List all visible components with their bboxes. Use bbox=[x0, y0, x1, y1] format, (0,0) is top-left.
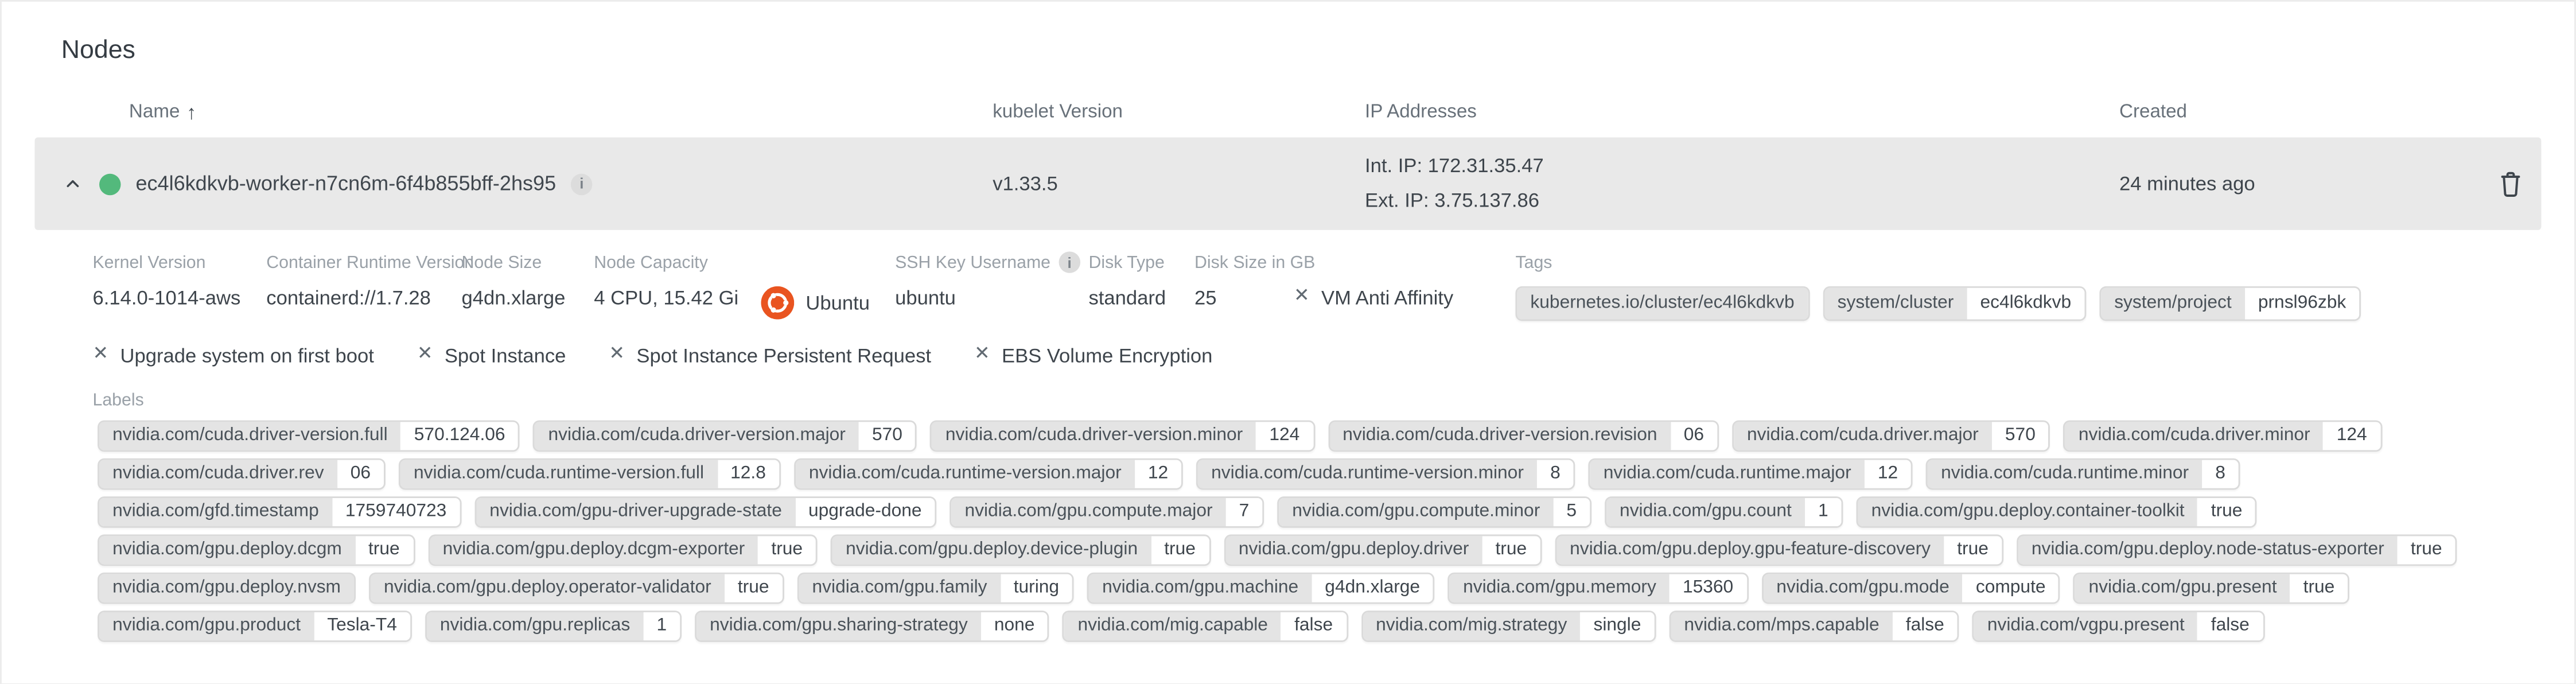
kv-chip-key: nvidia.com/gfd.timestamp bbox=[99, 498, 332, 526]
kv-chip-key: nvidia.com/gpu.deploy.operator-validator bbox=[371, 574, 725, 603]
labels-label: Labels bbox=[92, 390, 144, 411]
collapse-chevron-icon[interactable] bbox=[61, 172, 84, 195]
label-row bbox=[98, 496, 2541, 528]
kv-chip bbox=[98, 458, 386, 490]
kv-chip-value: none bbox=[981, 612, 1048, 640]
kv-chip-key: nvidia.com/gpu.present bbox=[2075, 574, 2290, 603]
kv-chip-value: 12 bbox=[1135, 460, 1181, 488]
kv-chip bbox=[1823, 286, 2086, 321]
kv-chip-value: true bbox=[2198, 498, 2256, 526]
kv-chip bbox=[1328, 420, 1719, 452]
kv-chip-key: nvidia.com/cuda.driver.major bbox=[1734, 422, 1992, 450]
kv-chip-value: true bbox=[1151, 536, 1209, 564]
kv-chip-value: 570 bbox=[1992, 422, 2049, 450]
kv-chip-key: nvidia.com/cuda.driver.minor bbox=[2065, 422, 2324, 450]
kv-chip-value: upgrade-done bbox=[795, 498, 935, 526]
kv-chip-value: g4dn.xlarge bbox=[1312, 574, 1433, 603]
kv-chip-key: nvidia.com/cuda.runtime-version.minor bbox=[1198, 460, 1537, 488]
kv-chip-value: 8 bbox=[1537, 460, 1574, 488]
kv-chip bbox=[425, 611, 682, 642]
kv-chip-value: 06 bbox=[337, 460, 384, 488]
kv-chip bbox=[474, 496, 936, 528]
kv-chip-key: nvidia.com/cuda.driver-version.revision bbox=[1329, 422, 1670, 450]
kv-chip bbox=[98, 534, 414, 566]
x-mark-icon: ✕ bbox=[609, 344, 625, 365]
kv-chip bbox=[950, 496, 1264, 528]
kv-chip-value: false bbox=[1281, 612, 1346, 640]
kv-chip-key: nvidia.com/cuda.driver-version.major bbox=[535, 422, 858, 450]
kv-chip bbox=[2074, 573, 2350, 604]
kv-chip-value: true bbox=[725, 574, 783, 603]
node-row[interactable] bbox=[35, 137, 2542, 230]
kv-chip-key: nvidia.com/cuda.runtime.minor bbox=[1928, 460, 2202, 488]
field-kernel-version: Kernel Version 6.14.0-1014-aws bbox=[92, 252, 241, 310]
labels-list bbox=[98, 420, 2541, 642]
kv-chip-value: 570 bbox=[859, 422, 916, 450]
column-header-name[interactable]: Name ↑ bbox=[129, 100, 197, 125]
kv-chip-key: nvidia.com/gpu.memory bbox=[1450, 574, 1670, 603]
kv-chip bbox=[1361, 611, 1656, 642]
kv-chip-value: ec4l6kdkvb bbox=[1967, 288, 2084, 320]
field-disk-type: Disk Type standard bbox=[1088, 252, 1166, 310]
node-info-icon[interactable]: i bbox=[571, 173, 592, 194]
kv-chip bbox=[1196, 458, 1575, 490]
kv-chip-value: 7 bbox=[1226, 498, 1263, 526]
field-node-size: Node Size g4dn.xlarge bbox=[461, 252, 566, 310]
kv-chip-value: 5 bbox=[1553, 498, 1590, 526]
os-name: Ubuntu bbox=[806, 291, 870, 314]
x-mark-icon: ✕ bbox=[974, 344, 990, 365]
kv-chip bbox=[1063, 611, 1348, 642]
kv-chip-key: nvidia.com/gpu.compute.minor bbox=[1279, 498, 1553, 526]
node-details-panel bbox=[2, 230, 2574, 642]
kv-chip-key: nvidia.com/mig.strategy bbox=[1363, 612, 1580, 640]
kv-chip bbox=[1732, 420, 2050, 452]
kv-chip bbox=[1224, 534, 1542, 566]
field-tags: Tags kubernetes.io/cluster/ec4l6kdkvb system/cluster ec4l6kdkvb system/project prnsl96zbk bbox=[1515, 251, 2541, 321]
kv-chip bbox=[2017, 534, 2457, 566]
kv-chip-value: true bbox=[2290, 574, 2348, 603]
node-kubelet-version: v1.33.5 bbox=[993, 172, 1058, 196]
kv-chip-value: compute bbox=[1963, 574, 2059, 603]
kv-chip-key: nvidia.com/cuda.runtime.major bbox=[1590, 460, 1865, 488]
kv-chip bbox=[794, 458, 1183, 490]
kv-chip-key: nvidia.com/cuda.driver-version.minor bbox=[932, 422, 1256, 450]
kv-chip-key: nvidia.com/mig.capable bbox=[1064, 612, 1281, 640]
node-name: ec4l6kdkvb-worker-n7cn6m-6f4b855bff-2hs95 bbox=[135, 172, 557, 196]
kv-chip-key: nvidia.com/gpu.machine bbox=[1089, 574, 1312, 603]
label-row bbox=[98, 534, 2541, 566]
node-external-ip: Ext. IP: 3.75.137.86 bbox=[1365, 188, 1540, 212]
kv-chip bbox=[831, 534, 1211, 566]
kv-chip bbox=[98, 573, 356, 604]
kv-chip bbox=[399, 458, 781, 490]
kv-chip-key: nvidia.com/gpu.family bbox=[799, 574, 1000, 603]
label-row bbox=[98, 611, 2541, 642]
kv-chip-value: 1 bbox=[643, 612, 680, 640]
kv-chip bbox=[797, 573, 1074, 604]
flag-item: ✕ Spot Instance Persistent Request bbox=[609, 344, 932, 368]
kv-chip-value: single bbox=[1580, 612, 1654, 640]
kv-chip-key: nvidia.com/gpu.deploy.container-toolkit bbox=[1858, 498, 2198, 526]
column-header-created: Created bbox=[2119, 102, 2188, 123]
kv-chip-key: nvidia.com/mps.capable bbox=[1671, 612, 1892, 640]
kv-chip-key: nvidia.com/gpu.deploy.nvsm bbox=[99, 574, 354, 603]
kv-chip-value: turing bbox=[1001, 574, 1073, 603]
kv-chip-value: 124 bbox=[2324, 422, 2380, 450]
kv-chip-key: nvidia.com/cuda.driver-version.full bbox=[99, 422, 401, 450]
node-created: 24 minutes ago bbox=[2119, 172, 2255, 196]
kv-chip-value: prnsl96zbk bbox=[2245, 288, 2360, 320]
kv-chip bbox=[534, 420, 917, 452]
kv-chip bbox=[1277, 496, 1591, 528]
kv-chip-value: true bbox=[355, 536, 413, 564]
kv-chip-key: nvidia.com/gpu.deploy.device-plugin bbox=[832, 536, 1151, 564]
delete-node-button[interactable] bbox=[2495, 166, 2527, 201]
kv-chip-key: nvidia.com/gpu.count bbox=[1606, 498, 1805, 526]
kv-chip-value: 06 bbox=[1671, 422, 1717, 450]
kv-chip-key: nvidia.com/gpu.deploy.gpu-feature-discovery bbox=[1557, 536, 1944, 564]
x-mark-icon: ✕ bbox=[1294, 286, 1310, 307]
sort-ascending-icon: ↑ bbox=[186, 100, 197, 125]
kv-chip bbox=[1589, 458, 1913, 490]
kv-chip-value: 12.8 bbox=[717, 460, 779, 488]
kv-chip-value: true bbox=[1944, 536, 2002, 564]
kv-chip bbox=[369, 573, 784, 604]
kv-chip-key: nvidia.com/gpu.mode bbox=[1763, 574, 1963, 603]
kv-chip-key: nvidia.com/cuda.runtime-version.major bbox=[796, 460, 1135, 488]
kv-chip bbox=[931, 420, 1314, 452]
kv-chip-key: nvidia.com/vgpu.present bbox=[1974, 612, 2198, 640]
kv-chip bbox=[1669, 611, 1959, 642]
kv-chip-key: nvidia.com/gpu-driver-upgrade-state bbox=[476, 498, 795, 526]
kv-chip-value: false bbox=[1893, 612, 1958, 640]
kv-chip bbox=[1857, 496, 2258, 528]
field-container-runtime-version: Container Runtime Version containerd://1.7.28 bbox=[266, 252, 474, 310]
kv-chip-value: true bbox=[1482, 536, 1540, 564]
kv-chip bbox=[1761, 573, 2060, 604]
kv-chip-key: nvidia.com/gpu.deploy.dcgm-exporter bbox=[430, 536, 758, 564]
node-details-fields bbox=[92, 251, 2541, 321]
kv-chip-key: nvidia.com/gpu.deploy.driver bbox=[1225, 536, 1482, 564]
label-row bbox=[98, 573, 2541, 604]
x-mark-icon: ✕ bbox=[92, 344, 109, 365]
kv-chip bbox=[98, 420, 520, 452]
field-ssh-key-username: SSH Key Username i ubuntu bbox=[895, 251, 1088, 309]
kv-chip-key: nvidia.com/gpu.deploy.node-status-exporter bbox=[2018, 536, 2398, 564]
kv-chip-key: nvidia.com/gpu.compute.major bbox=[951, 498, 1225, 526]
flag-item: ✕ Upgrade system on first boot bbox=[92, 344, 374, 368]
kv-chip bbox=[1087, 573, 1435, 604]
kv-chip-key: nvidia.com/cuda.driver.rev bbox=[99, 460, 337, 488]
kv-chip bbox=[428, 534, 818, 566]
table-header bbox=[35, 88, 2542, 138]
flags-row bbox=[92, 344, 2541, 367]
kv-chip bbox=[1555, 534, 2003, 566]
node-status-healthy-icon bbox=[99, 173, 120, 194]
kv-chip-key: nvidia.com/gpu.replicas bbox=[427, 612, 644, 640]
kv-chip bbox=[1972, 611, 2264, 642]
label-row bbox=[98, 458, 2541, 490]
flag-item: ✕ EBS Volume Encryption bbox=[974, 344, 1213, 368]
kv-chip bbox=[98, 611, 412, 642]
kv-chip-key: nvidia.com/cuda.runtime-version.full bbox=[400, 460, 717, 488]
kv-chip-value: 12 bbox=[1865, 460, 1911, 488]
kv-chip-value: 1759740723 bbox=[332, 498, 460, 526]
kv-chip-key: nvidia.com/gpu.product bbox=[99, 612, 314, 640]
ubuntu-logo-icon bbox=[761, 286, 795, 320]
kv-chip-value: 1 bbox=[1805, 498, 1842, 526]
ssh-info-icon[interactable]: i bbox=[1059, 251, 1080, 273]
kv-chip bbox=[1448, 573, 1748, 604]
kv-chip-value: true bbox=[758, 536, 816, 564]
kv-chip bbox=[695, 611, 1049, 642]
kv-chip-value: 8 bbox=[2202, 460, 2239, 488]
kv-chip bbox=[1926, 458, 2240, 490]
kv-chip-value: 124 bbox=[1256, 422, 1313, 450]
kv-chip bbox=[98, 496, 461, 528]
kv-chip-key: system/cluster bbox=[1824, 288, 1967, 320]
page-title: Nodes bbox=[61, 36, 135, 65]
node-internal-ip: Int. IP: 172.31.35.47 bbox=[1365, 154, 1544, 177]
field-disk-size: Disk Size in GB 25 bbox=[1194, 252, 1316, 310]
field-operating-system bbox=[761, 251, 896, 319]
kv-chip-key: kubernetes.io/cluster/ec4l6kdkvb bbox=[1517, 288, 1807, 320]
column-header-kubelet-version: kubelet Version bbox=[993, 102, 1123, 123]
vm-anti-affinity-flag: ✕ VM Anti Affinity bbox=[1294, 286, 1454, 310]
kv-chip-key: nvidia.com/gpu.sharing-strategy bbox=[696, 612, 981, 640]
kv-chip-key: system/project bbox=[2101, 288, 2245, 320]
tags-list bbox=[1515, 286, 2541, 321]
x-mark-icon: ✕ bbox=[417, 344, 433, 365]
flag-item: ✕ Spot Instance bbox=[417, 344, 566, 368]
nodes-table bbox=[35, 88, 2542, 230]
field-node-capacity: Node Capacity 4 CPU, 15.42 Gi bbox=[594, 252, 739, 310]
kv-chip-key: nvidia.com/gpu.deploy.dcgm bbox=[99, 536, 355, 564]
kv-chip-value: 15360 bbox=[1670, 574, 1746, 603]
kv-chip-value: false bbox=[2198, 612, 2263, 640]
column-header-ip-addresses: IP Addresses bbox=[1365, 102, 1477, 123]
kv-chip bbox=[1605, 496, 1843, 528]
kv-chip-value: true bbox=[2398, 536, 2456, 564]
trash-icon bbox=[2498, 170, 2523, 198]
kv-chip bbox=[2064, 420, 2382, 452]
kv-chip-value: Tesla-T4 bbox=[314, 612, 410, 640]
kv-chip bbox=[1515, 286, 1809, 321]
kv-chip-value: 570.124.06 bbox=[401, 422, 519, 450]
kv-chip bbox=[2099, 286, 2361, 321]
node-ip-addresses bbox=[1365, 137, 2119, 230]
label-row bbox=[98, 420, 2541, 452]
